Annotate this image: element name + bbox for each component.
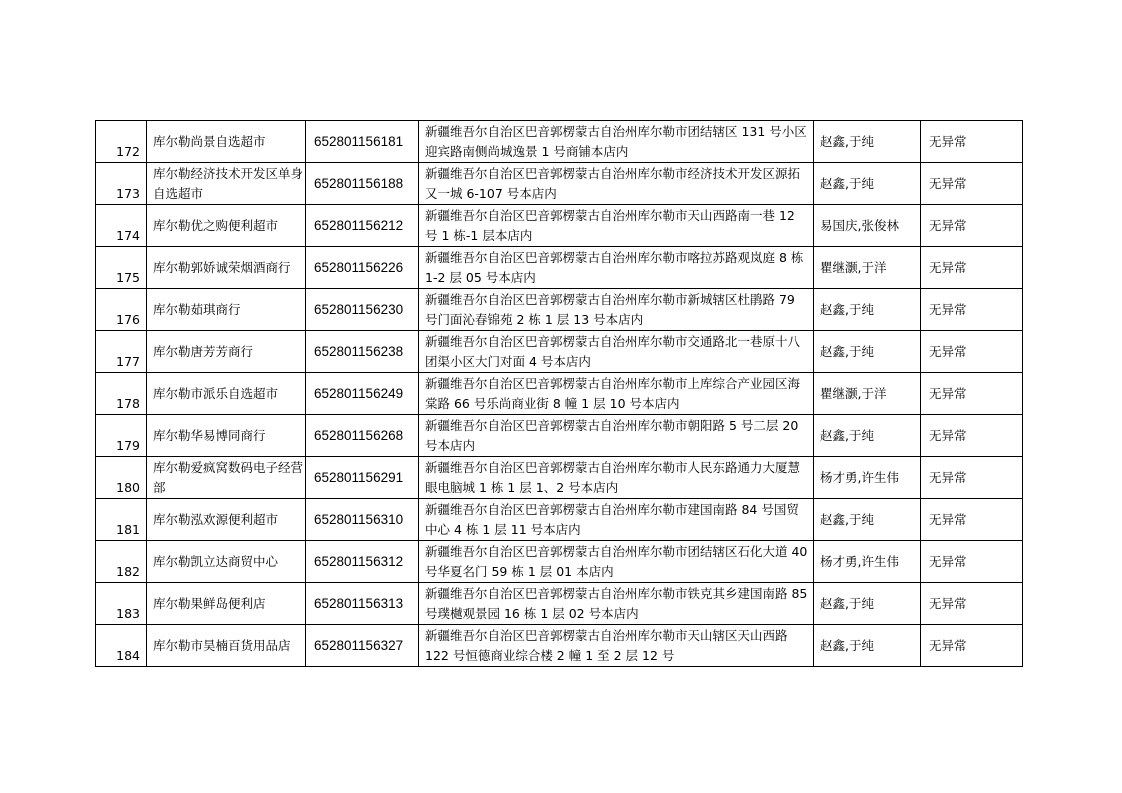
inspection-result-cell bbox=[921, 247, 1023, 289]
inspection-result-cell bbox=[921, 205, 1023, 247]
row-number-cell bbox=[96, 205, 147, 247]
inspectors-cell bbox=[814, 373, 921, 415]
inspection-result: 无异常 bbox=[929, 217, 967, 233]
license-code: 652801156249 bbox=[314, 385, 404, 401]
store-address-cell bbox=[419, 205, 814, 247]
store-address: 新疆维吾尔自治区巴音郭楞蒙古自治州库尔勒市团结辖区石化大道 40 号华夏名门 59 栋 1 层 01 本店内 bbox=[425, 543, 808, 579]
store-address-cell bbox=[419, 541, 814, 583]
license-code-cell bbox=[306, 415, 419, 457]
inspectors-cell bbox=[814, 457, 921, 499]
inspection-result: 无异常 bbox=[929, 469, 967, 485]
license-code: 652801156212 bbox=[314, 217, 404, 233]
inspection-result-cell bbox=[921, 163, 1023, 205]
inspectors: 赵鑫,于纯 bbox=[820, 511, 874, 527]
store-name: 库尔勒爱疯窝数码电子经营部 bbox=[153, 459, 304, 495]
license-code: 652801156327 bbox=[314, 637, 404, 653]
store-address: 新疆维吾尔自治区巴音郭楞蒙古自治州库尔勒市喀拉苏路观岚庭 8 栋 1-2 层 05 号本店内 bbox=[425, 249, 804, 285]
store-address-cell bbox=[419, 163, 814, 205]
row-number-cell bbox=[96, 457, 147, 499]
row-number: 175 bbox=[116, 270, 140, 285]
row-number: 184 bbox=[116, 648, 140, 663]
license-code-cell bbox=[306, 205, 419, 247]
store-address-cell bbox=[419, 415, 814, 457]
inspection-result-cell bbox=[921, 121, 1023, 163]
table-row bbox=[96, 583, 1023, 625]
inspection-result-cell bbox=[921, 289, 1023, 331]
license-code-cell bbox=[306, 163, 419, 205]
license-code: 652801156230 bbox=[314, 301, 404, 317]
inspection-result-cell bbox=[921, 415, 1023, 457]
store-name-cell bbox=[147, 163, 306, 205]
row-number-cell bbox=[96, 625, 147, 667]
store-name-cell bbox=[147, 331, 306, 373]
store-name-cell bbox=[147, 289, 306, 331]
inspection-result: 无异常 bbox=[929, 637, 967, 653]
inspection-result: 无异常 bbox=[929, 175, 967, 191]
inspectors: 赵鑫,于纯 bbox=[820, 427, 874, 443]
table-row bbox=[96, 289, 1023, 331]
inspection-result: 无异常 bbox=[929, 595, 967, 611]
inspectors-cell bbox=[814, 247, 921, 289]
row-number: 179 bbox=[116, 438, 140, 453]
store-address-cell bbox=[419, 583, 814, 625]
store-name-cell bbox=[147, 373, 306, 415]
row-number-cell bbox=[96, 583, 147, 625]
row-number: 182 bbox=[116, 564, 140, 579]
table-row bbox=[96, 331, 1023, 373]
store-address-cell bbox=[419, 625, 814, 667]
inspectors: 瞿继灏,于洋 bbox=[820, 385, 887, 401]
inspectors: 赵鑫,于纯 bbox=[820, 301, 874, 317]
license-code-cell bbox=[306, 373, 419, 415]
row-number: 181 bbox=[116, 522, 140, 537]
table-row bbox=[96, 415, 1023, 457]
row-number: 173 bbox=[116, 186, 140, 201]
store-name: 库尔勒经济技术开发区单身自选超市 bbox=[153, 165, 304, 201]
row-number-cell bbox=[96, 247, 147, 289]
inspectors-cell bbox=[814, 289, 921, 331]
inspectors-cell bbox=[814, 121, 921, 163]
store-name-cell bbox=[147, 457, 306, 499]
inspection-result: 无异常 bbox=[929, 259, 967, 275]
inspection-result: 无异常 bbox=[929, 511, 967, 527]
inspection-result-cell bbox=[921, 331, 1023, 373]
store-name-cell bbox=[147, 583, 306, 625]
row-number-cell bbox=[96, 415, 147, 457]
store-address: 新疆维吾尔自治区巴音郭楞蒙古自治州库尔勒市上库综合产业园区海棠路 66 号乐尚商业街 8 幢 1 层 10 号本店内 bbox=[425, 375, 801, 411]
store-address-cell bbox=[419, 457, 814, 499]
store-address-cell bbox=[419, 373, 814, 415]
license-code: 652801156226 bbox=[314, 259, 404, 275]
license-code-cell bbox=[306, 541, 419, 583]
license-code-cell bbox=[306, 289, 419, 331]
store-address-cell bbox=[419, 331, 814, 373]
row-number-cell bbox=[96, 541, 147, 583]
table-row bbox=[96, 373, 1023, 415]
inspectors: 赵鑫,于纯 bbox=[820, 595, 874, 611]
store-name-cell bbox=[147, 205, 306, 247]
store-name: 库尔勒市派乐自选超市 bbox=[153, 385, 279, 401]
row-number-cell bbox=[96, 373, 147, 415]
inspection-result: 无异常 bbox=[929, 427, 967, 443]
store-address: 新疆维吾尔自治区巴音郭楞蒙古自治州库尔勒市天山西路南一巷 12 号 1 栋-1 层本店内 bbox=[425, 207, 795, 243]
inspectors-cell bbox=[814, 163, 921, 205]
store-address-cell bbox=[419, 247, 814, 289]
license-code-cell bbox=[306, 625, 419, 667]
store-name: 库尔勒华易博同商行 bbox=[153, 427, 266, 443]
inspectors: 赵鑫,于纯 bbox=[820, 343, 874, 359]
inspection-result-cell bbox=[921, 499, 1023, 541]
inspectors-cell bbox=[814, 541, 921, 583]
table-row bbox=[96, 205, 1023, 247]
row-number-cell bbox=[96, 163, 147, 205]
row-number: 174 bbox=[116, 228, 140, 243]
store-address: 新疆维吾尔自治区巴音郭楞蒙古自治州库尔勒市天山辖区天山西路 122 号恒德商业综合楼 2 幢 1 至 2 层 12 号 bbox=[425, 627, 788, 663]
store-name: 库尔勒茹琪商行 bbox=[153, 301, 241, 317]
license-code-cell bbox=[306, 457, 419, 499]
store-address: 新疆维吾尔自治区巴音郭楞蒙古自治州库尔勒市建国南路 84 号国贸中心 4 栋 1 层 11 号本店内 bbox=[425, 501, 799, 537]
inspection-result-cell bbox=[921, 373, 1023, 415]
store-name-cell bbox=[147, 625, 306, 667]
license-code: 652801156291 bbox=[314, 469, 404, 485]
row-number-cell bbox=[96, 121, 147, 163]
table-row bbox=[96, 541, 1023, 583]
table-row bbox=[96, 625, 1023, 667]
license-code-cell bbox=[306, 331, 419, 373]
row-number: 176 bbox=[116, 312, 140, 327]
store-address: 新疆维吾尔自治区巴音郭楞蒙古自治州库尔勒市经济技术开发区源拓又一城 6-107 号本店内 bbox=[425, 165, 801, 201]
store-name-cell bbox=[147, 121, 306, 163]
store-address-cell bbox=[419, 499, 814, 541]
store-name: 库尔勒优之购便利超市 bbox=[153, 217, 279, 233]
store-name: 库尔勒尚景自选超市 bbox=[153, 133, 266, 149]
license-code: 652801156312 bbox=[314, 553, 404, 569]
store-address: 新疆维吾尔自治区巴音郭楞蒙古自治州库尔勒市新城辖区杜鹃路 79 号门面沁春锦苑 2 栋 1 层 13 号本店内 bbox=[425, 291, 795, 327]
license-code: 652801156188 bbox=[314, 175, 404, 191]
license-code: 652801156310 bbox=[314, 511, 404, 527]
inspection-result-cell bbox=[921, 625, 1023, 667]
license-code: 652801156181 bbox=[314, 133, 404, 149]
store-address: 新疆维吾尔自治区巴音郭楞蒙古自治州库尔勒市团结辖区 131 号小区迎宾路南侧尚城逸景 1 号商铺本店内 bbox=[425, 123, 807, 159]
table-row bbox=[96, 457, 1023, 499]
inspectors: 杨才勇,许生伟 bbox=[820, 553, 899, 569]
store-name-cell bbox=[147, 415, 306, 457]
license-code-cell bbox=[306, 247, 419, 289]
row-number: 183 bbox=[116, 606, 140, 621]
inspectors: 瞿继灏,于洋 bbox=[820, 259, 887, 275]
table-row bbox=[96, 121, 1023, 163]
inspection-result: 无异常 bbox=[929, 343, 967, 359]
license-code: 652801156238 bbox=[314, 343, 404, 359]
row-number-cell bbox=[96, 331, 147, 373]
license-code: 652801156313 bbox=[314, 595, 404, 611]
inspectors-cell bbox=[814, 499, 921, 541]
row-number: 180 bbox=[116, 480, 140, 495]
store-address: 新疆维吾尔自治区巴音郭楞蒙古自治州库尔勒市人民东路通力大厦慧眼电脑城 1 栋 1 层 1、2 号本店内 bbox=[425, 459, 801, 495]
inspection-result: 无异常 bbox=[929, 301, 967, 317]
table-row bbox=[96, 247, 1023, 289]
inspectors: 杨才勇,许生伟 bbox=[820, 469, 899, 485]
inspectors-cell bbox=[814, 583, 921, 625]
row-number-cell bbox=[96, 289, 147, 331]
inspection-result-cell bbox=[921, 583, 1023, 625]
table-row bbox=[96, 163, 1023, 205]
store-address-cell bbox=[419, 121, 814, 163]
license-code: 652801156268 bbox=[314, 427, 404, 443]
inspection-result-cell bbox=[921, 457, 1023, 499]
store-name: 库尔勒凯立达商贸中心 bbox=[153, 553, 279, 569]
row-number-cell bbox=[96, 499, 147, 541]
license-code-cell bbox=[306, 499, 419, 541]
inspection-result: 无异常 bbox=[929, 385, 967, 401]
table-row bbox=[96, 499, 1023, 541]
inspection-table bbox=[95, 120, 1023, 667]
store-name-cell bbox=[147, 247, 306, 289]
inspectors-cell bbox=[814, 625, 921, 667]
inspectors-cell bbox=[814, 415, 921, 457]
row-number: 177 bbox=[116, 354, 140, 369]
inspection-result-cell bbox=[921, 541, 1023, 583]
store-name-cell bbox=[147, 499, 306, 541]
inspectors: 赵鑫,于纯 bbox=[820, 175, 874, 191]
row-number: 172 bbox=[116, 144, 140, 159]
inspectors: 赵鑫,于纯 bbox=[820, 637, 874, 653]
store-address-cell bbox=[419, 289, 814, 331]
inspectors: 赵鑫,于纯 bbox=[820, 133, 874, 149]
license-code-cell bbox=[306, 583, 419, 625]
store-name-cell bbox=[147, 541, 306, 583]
inspection-result: 无异常 bbox=[929, 553, 967, 569]
store-name: 库尔勒市昊楠百货用品店 bbox=[153, 637, 291, 653]
store-address: 新疆维吾尔自治区巴音郭楞蒙古自治州库尔勒市朝阳路 5 号二层 20 号本店内 bbox=[425, 417, 799, 453]
table-body bbox=[96, 121, 1023, 667]
store-name: 库尔勒唐芳芳商行 bbox=[153, 343, 254, 359]
store-name: 库尔勒泓欢源便利超市 bbox=[153, 511, 279, 527]
inspectors-cell bbox=[814, 331, 921, 373]
store-name: 库尔勒郭娇诚荣烟酒商行 bbox=[153, 259, 291, 275]
inspectors: 易国庆,张俊林 bbox=[820, 217, 899, 233]
store-address: 新疆维吾尔自治区巴音郭楞蒙古自治州库尔勒市铁克其乡建国南路 85 号璞樾观景园 16 栋 1 层 02 号本店内 bbox=[425, 585, 808, 621]
inspectors-cell bbox=[814, 205, 921, 247]
license-code-cell bbox=[306, 121, 419, 163]
row-number: 178 bbox=[116, 396, 140, 411]
store-name: 库尔勒果鲜岛便利店 bbox=[153, 595, 266, 611]
store-address: 新疆维吾尔自治区巴音郭楞蒙古自治州库尔勒市交通路北一巷原十八团渠小区大门对面 4 号本店内 bbox=[425, 333, 801, 369]
inspection-result: 无异常 bbox=[929, 133, 967, 149]
